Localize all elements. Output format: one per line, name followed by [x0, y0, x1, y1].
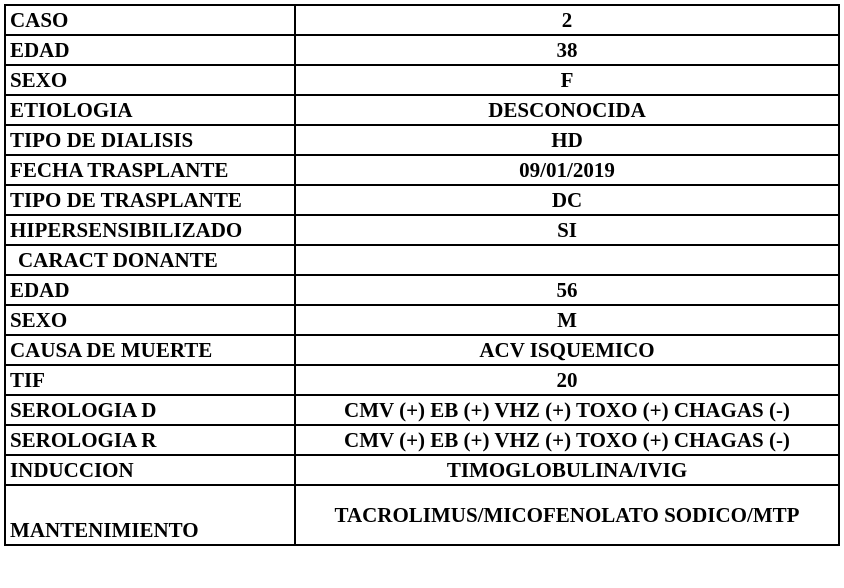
row-label: TIF: [5, 365, 295, 395]
row-value: 56: [295, 275, 839, 305]
table-row-sexo: [5, 65, 839, 95]
row-value: CMV (+) EB (+) VHZ (+) TOXO (+) CHAGAS (-): [295, 425, 839, 455]
row-value: HD: [295, 125, 839, 155]
row-label: SEROLOGIA D: [5, 395, 295, 425]
row-value: ACV ISQUEMICO: [295, 335, 839, 365]
table-row-fecha-trasplante: [5, 155, 839, 185]
row-value: CMV (+) EB (+) VHZ (+) TOXO (+) CHAGAS (-): [295, 395, 839, 425]
row-value: 09/01/2019: [295, 155, 839, 185]
table-row-causa-muerte: [5, 335, 839, 365]
row-label: FECHA TRASPLANTE: [5, 155, 295, 185]
table-row-induccion: [5, 455, 839, 485]
row-label: TIPO DE TRASPLANTE: [5, 185, 295, 215]
table-row-etiologia: [5, 95, 839, 125]
table-row-serologia-d: [5, 395, 839, 425]
row-value: 38: [295, 35, 839, 65]
table-row-edad: [5, 35, 839, 65]
row-value: 20: [295, 365, 839, 395]
section-label: CARACT DONANTE: [5, 245, 295, 275]
row-value: M: [295, 305, 839, 335]
table-row-hipersensibilizado: [5, 215, 839, 245]
table-row-caso: [5, 5, 839, 35]
table-row-serologia-r: [5, 425, 839, 455]
row-value: 2: [295, 5, 839, 35]
table-row-donor-edad: [5, 275, 839, 305]
row-value: TACROLIMUS/MICOFENOLATO SODICO/MTP: [295, 485, 839, 545]
case-summary-table: [4, 4, 840, 546]
table-row-caract-donante: [5, 245, 839, 275]
table-row-tif: [5, 365, 839, 395]
row-label: CASO: [5, 5, 295, 35]
table-row-donor-sexo: [5, 305, 839, 335]
row-value: DC: [295, 185, 839, 215]
row-label: EDAD: [5, 35, 295, 65]
row-label: SEXO: [5, 65, 295, 95]
row-label: EDAD: [5, 275, 295, 305]
row-label: INDUCCION: [5, 455, 295, 485]
table-row-mantenimiento: [5, 485, 839, 545]
row-label: SEXO: [5, 305, 295, 335]
row-label: SEROLOGIA R: [5, 425, 295, 455]
table-row-tipo-dialisis: [5, 125, 839, 155]
row-value: TIMOGLOBULINA/IVIG: [295, 455, 839, 485]
row-label: MANTENIMIENTO: [5, 485, 295, 545]
row-value: [295, 245, 839, 275]
row-value: SI: [295, 215, 839, 245]
row-label: CAUSA DE MUERTE: [5, 335, 295, 365]
row-label: HIPERSENSIBILIZADO: [5, 215, 295, 245]
table-row-tipo-trasplante: [5, 185, 839, 215]
row-label: TIPO DE DIALISIS: [5, 125, 295, 155]
row-value: F: [295, 65, 839, 95]
row-value: DESCONOCIDA: [295, 95, 839, 125]
row-label: ETIOLOGIA: [5, 95, 295, 125]
